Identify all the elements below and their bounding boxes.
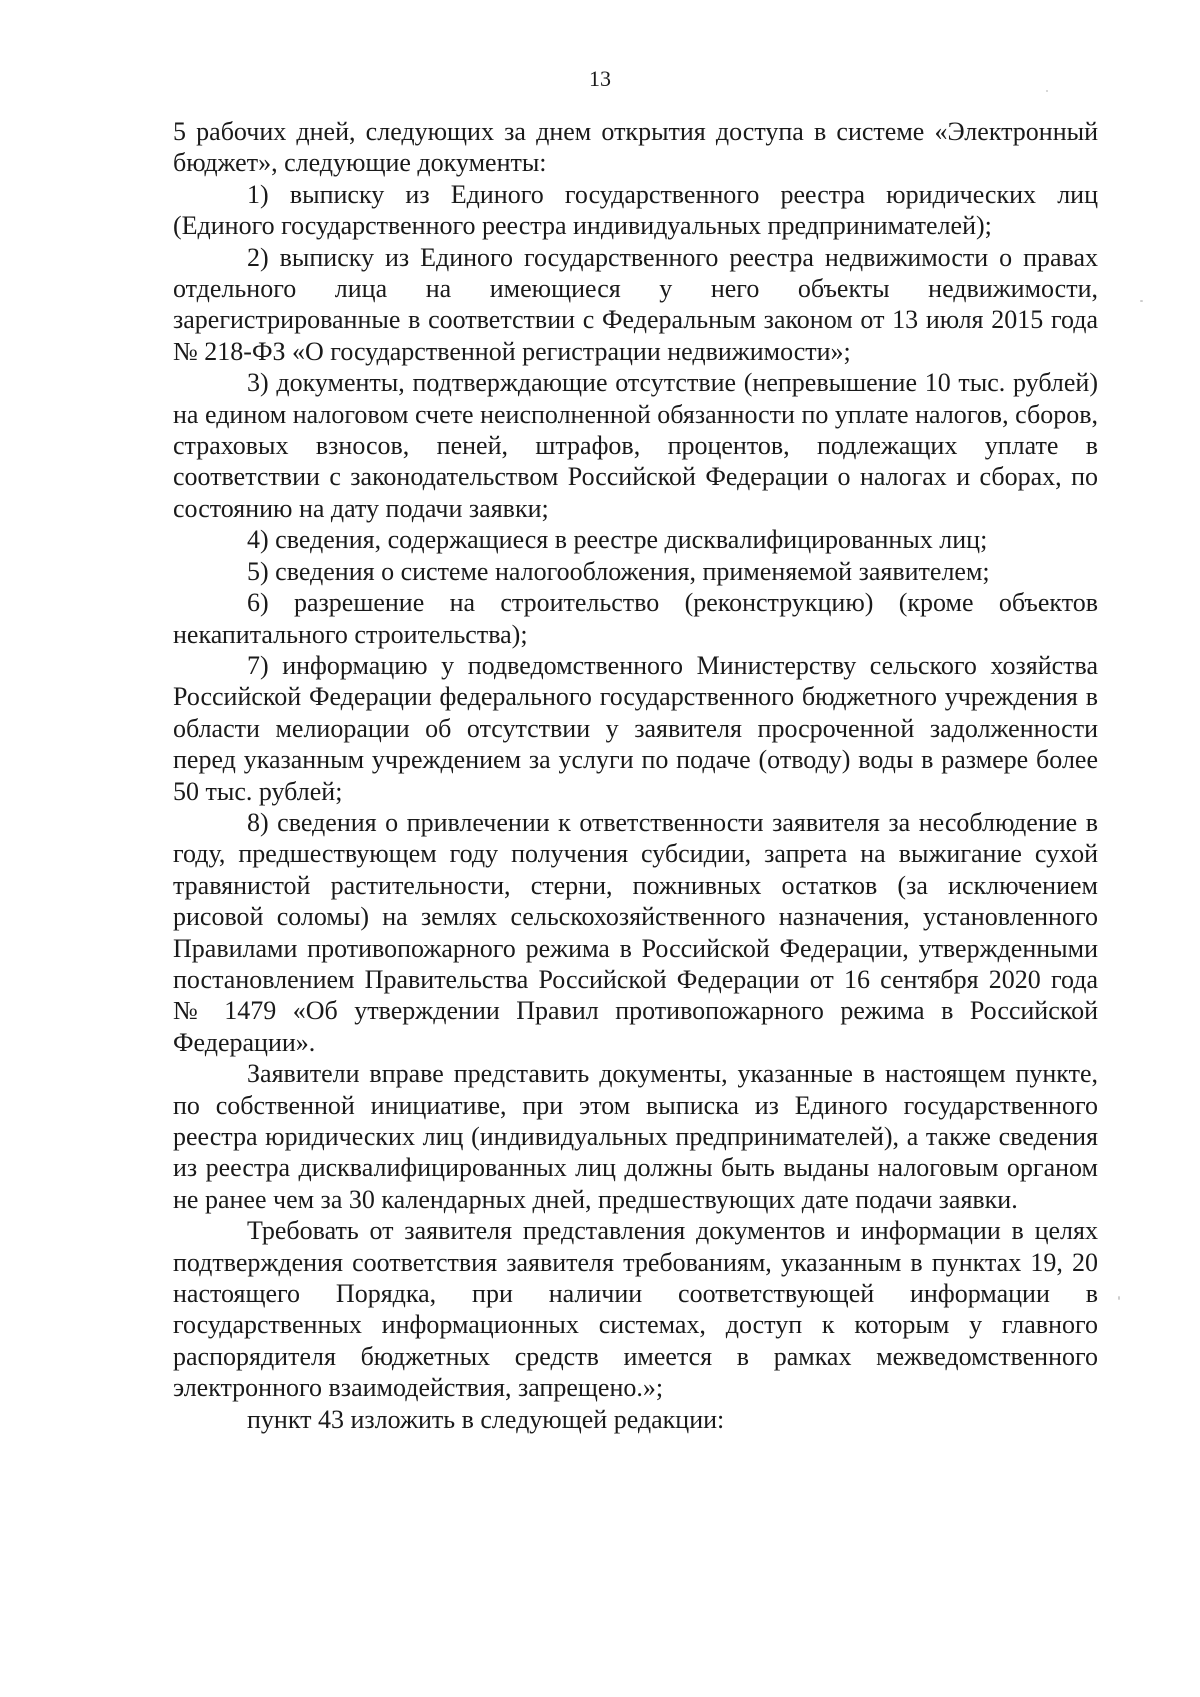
- list-item-2: 2) выписку из Единого государственного реестра недвижимости о правах отдельного лица на имеющиеся у него объекты недвижимости, зарегистрированные в соответствии с Федеральным законом от 13 июля 2015 года № 218-ФЗ «О государственной регистрации недвижимости»;: [173, 242, 1098, 366]
- scan-speck: [1140, 300, 1143, 302]
- list-item-4: 4) сведения, содержащиеся в реестре дисквалифицированных лиц;: [247, 525, 988, 555]
- paragraph-clause-43: пункт 43 изложить в следующей редакции:: [247, 1404, 725, 1434]
- list-item-3: 3) документы, подтверждающие отсутствие (непревышение 10 тыс. рублей) на едином налоговом счете неисполненной обязанности по уплате налогов, сборов, страховых взносов, пеней, штрафов, процентов, подлежащих уплате в соответствии с законодательством Российской Федерации о налогах и сборах, по состоянию на дату подачи заявки;: [173, 368, 1098, 523]
- list-item-6: 6) разрешение на строительство (реконструкцию) (кроме объектов некапитального строительства);: [173, 588, 1098, 649]
- list-item-5: 5) сведения о системе налогообложения, применяемой заявителем;: [247, 556, 990, 586]
- paragraph-prohibition: Требовать от заявителя представления документов и информации в целях подтверждения соответствия заявителя требованиям, указанным в пунктах 19, 20 настоящего Порядка, при наличии соответствующей информации в государственных информационных системах, доступ к которым у главного распорядителя бюджетных средств имеется в рамках межведомственного электронного взаимодействия, запрещено.»;: [173, 1216, 1098, 1403]
- list-item-8: 8) сведения о привлечении к ответственности заявителя за несоблюдение в году, предшествующем году получения субсидии, запрета на выжигание сухой травянистой растительности, стерни, пожнивных остатков (за исключением рисовой соломы) на землях сельскохозяйственного назначения, установленного Правилами противопожарного режима в Российской Федерации, утвержденными постановлением Правительства Российской Федерации от 16 сентября 2020 года № 1479 «Об утверждении Правил противопожарного режима в Российской Федерации».: [173, 807, 1098, 1057]
- page-number: 13: [589, 66, 611, 91]
- paragraph-continuation: 5 рабочих дней, следующих за днем открытия доступа в системе «Электронный бюджет», следующие документы:: [173, 117, 1098, 178]
- document-body: [173, 116, 1098, 1435]
- list-item-7: 7) информацию у подведомственного Министерству сельского хозяйства Российской Федерации федерального государственного бюджетного учреждения в области мелиорации об отсутствии у заявителя просроченной задолженности перед указанным учреждением за услуги по подаче (отводу) воды в размере более 50 тыс. рублей;: [173, 650, 1098, 806]
- scan-speck: [1118, 1296, 1120, 1300]
- scan-speck: [1046, 90, 1048, 92]
- list-item-1: 1) выписку из Единого государственного реестра юридических лиц (Единого государственного реестра индивидуальных предпринимателей);: [173, 179, 1098, 241]
- paragraph-applicants-right: Заявители вправе представить документы, указанные в настоящем пункте, по собственной инициативе, при этом выписка из Единого государственного реестра юридических лиц (индивидуальных предпринимателей), а также сведения из реестра дисквалифицированных лиц должны быть выданы налоговым органом не ранее чем за 30 календарных дней, предшествующих дате подачи заявки.: [173, 1059, 1098, 1214]
